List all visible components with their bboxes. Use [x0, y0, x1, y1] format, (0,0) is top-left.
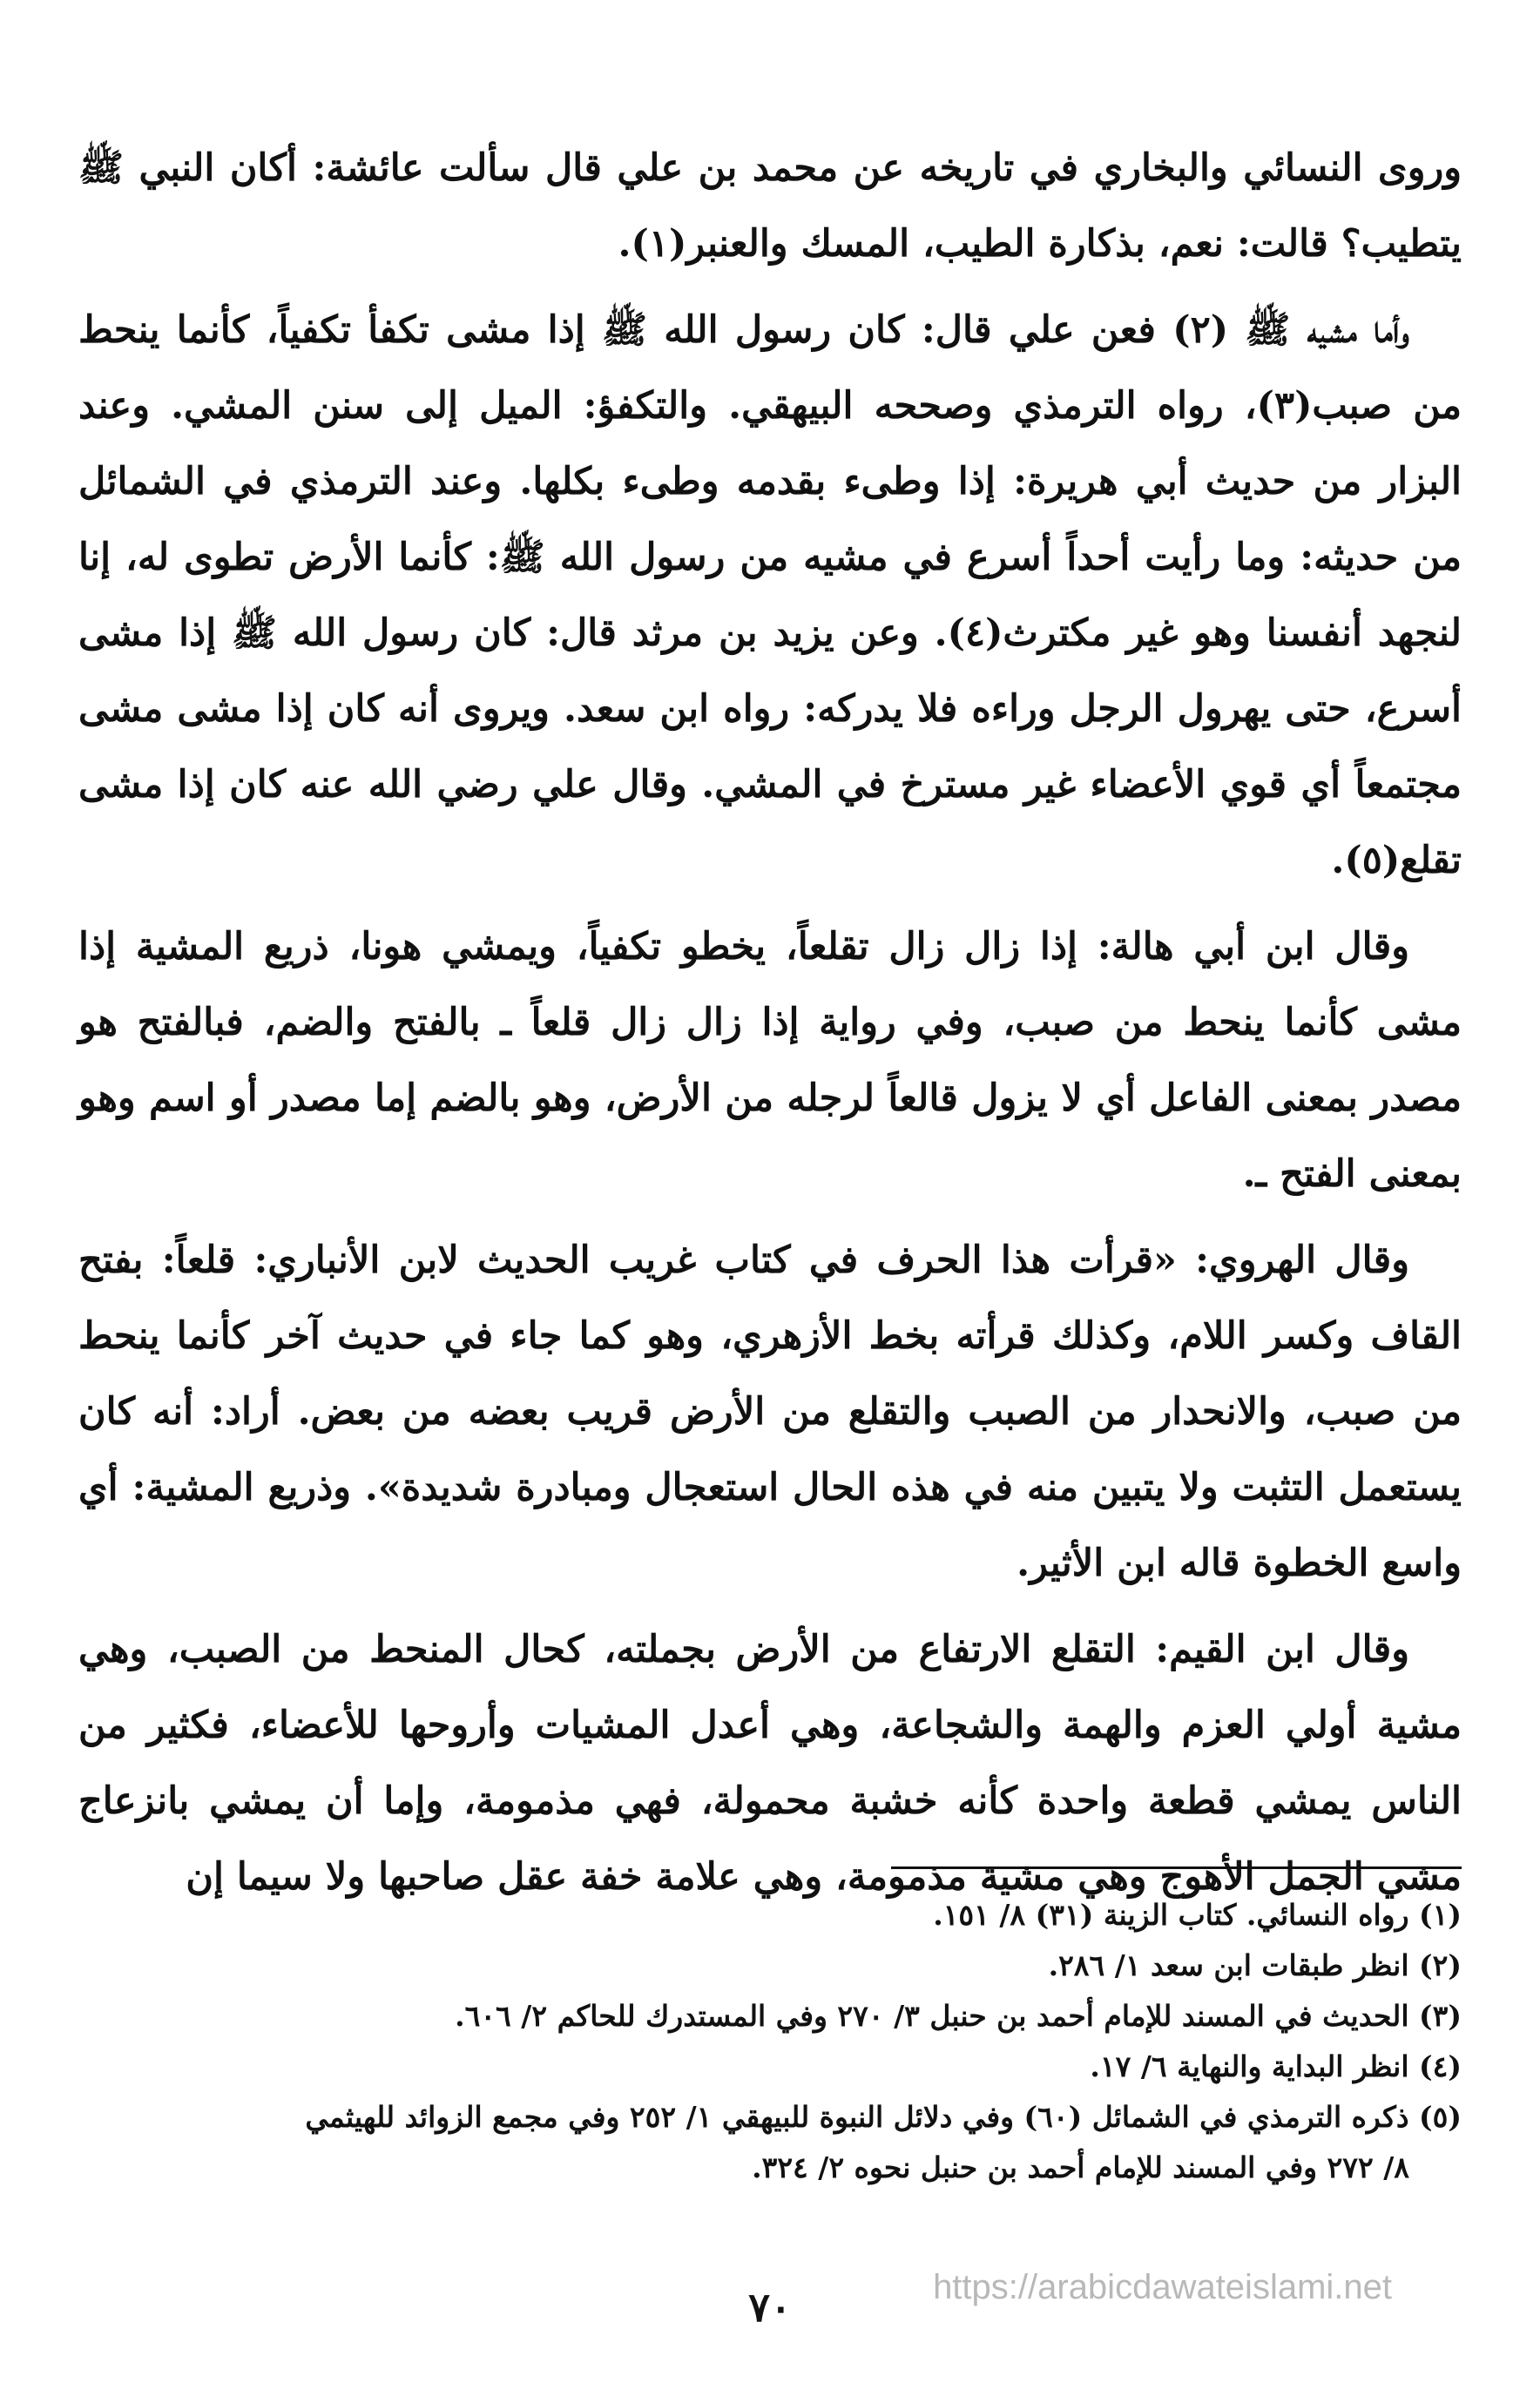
- footnote-1: (١) رواه النسائي. كتاب الزينة (٣١) ٨/ ١٥١.: [933, 1898, 1462, 1932]
- main-text: [78, 131, 1462, 1915]
- footnote-separator: [891, 1866, 1462, 1869]
- footnotes: [78, 1890, 1462, 2193]
- paragraph-walking: وأما مشيه ﷺ (٢) فعن علي قال: كان رسول الله ﷺ إذا مشى تكفأ تكفياً، كأنما ينحط من صبب(٣)، رواه الترمذي وصححه البيهقي. والتكفؤ: الميل إلى سنن المشي. وعند البزار من حديث أبي هريرة: إذا وطىء بقدمه وطىء بكلها. وعند الترمذي في الشمائل من حديثه: وما رأيت أحداً أسرع في مشيه من رسول الله ﷺ: كأنما الأرض تطوى له، إنا لنجهد أنفسنا وهو غير مكترث(٤). وعن يزيد بن مرثد قال: كان رسول الله ﷺ إذا مشى أسرع، حتى يهرول الرجل وراءه فلا يدركه: رواه ابن سعد. ويروى أنه كان إذا مشى مشى مجتمعاً أي قوي الأعضاء غير مسترخ في المشي. وقال علي رضي الله عنه كان إذا مشى تقلع(٥).: [78, 308, 1462, 882]
- page-number: ٧٠: [748, 2284, 792, 2331]
- footnote-4: (٤) انظر البداية والنهاية ٦/ ١٧.: [1090, 2049, 1462, 2083]
- footnote-5: (٥) ذكره الترمذي في الشمائل (٦٠) وفي دلائل النبوة للبيهقي ١/ ٢٥٢ وفي مجمع الزوائد للهيثمي ٨/ ٢٧٢ وفي المسند للإمام أحمد بن حنبل نحوه ٢/ ٣٢٤.: [78, 2092, 1462, 2193]
- footnote-3: (٣) الحديث في المسند للإمام أحمد بن حنبل ٣/ ٢٧٠ وفي المستدرك للحاكم ٢/ ٦٠٦.: [455, 1999, 1462, 2033]
- footnote-5-continuation: ٨/ ٢٧٢ وفي المسند للإمام أحمد بن حنبل نحوه ٢/ ٣٢٤.: [752, 2150, 1409, 2184]
- watermark-url: https://arabicdawateislami.net: [933, 2268, 1392, 2306]
- paragraph-ibn-qayyim: وقال ابن القيم: التقلع الارتفاع من الأرض بجملته، كحال المنحط من الصبب، وهي مشية أولي العزم والهمة والشجاعة، وهي أعدل المشيات وأروحها للأعضاء، فكثير من الناس يمشي قطعة واحدة كأنه خشبة محمولة، فهي مذمومة، وإما أن يمشي بانزعاج مشي الجمل الأهوج وهي مشية مذمومة، وهي علامة خفة عقل صاحبها ولا سيما إن: [78, 1628, 1462, 1899]
- paragraph-harawi: وقال الهروي: «قرأت هذا الحرف في كتاب غريب الحديث لابن الأنباري: قلعاً: بفتح القاف وكسر اللام، وكذلك قرأته بخط الأزهري، وهو كما جاء في حديث آخر كأنما ينحط من صبب، والانحدار من الصبب والتقلع من الأرض قريب بعضه من بعض. أراد: أنه كان يستعمل التثبت ولا يتبين منه في هذه الحال استعجال ومبادرة شديدة». وذريع المشية: أي واسع الخطوة قاله ابن الأثير.: [78, 1239, 1462, 1585]
- paragraph-ibn-abi-hala: وقال ابن أبي هالة: إذا زال زال تقلعاً، يخطو تكفياً، ويمشي هونا، ذريع المشية إذا مشى كأنما ينحط من صبب، وفي رواية إذا زال زال قلعاً ـ بالفتح والضم، فبالفتح هو مصدر بمعنى الفاعل أي لا يزول قالعاً لرجله من الأرض، وهو بالضم إما مصدر أو اسم وهو بمعنى الفتح ـ.: [78, 925, 1462, 1196]
- paragraph-perfume: وروى النسائي والبخاري في تاريخه عن محمد بن علي قال سألت عائشة: أكان النبي ﷺ يتطيب؟ قالت: نعم، بذكارة الطيب، المسك والعنبر(١).: [78, 146, 1462, 266]
- footnote-2: (٢) انظر طبقات ابن سعد ١/ ٢٨٦.: [1048, 1948, 1462, 1982]
